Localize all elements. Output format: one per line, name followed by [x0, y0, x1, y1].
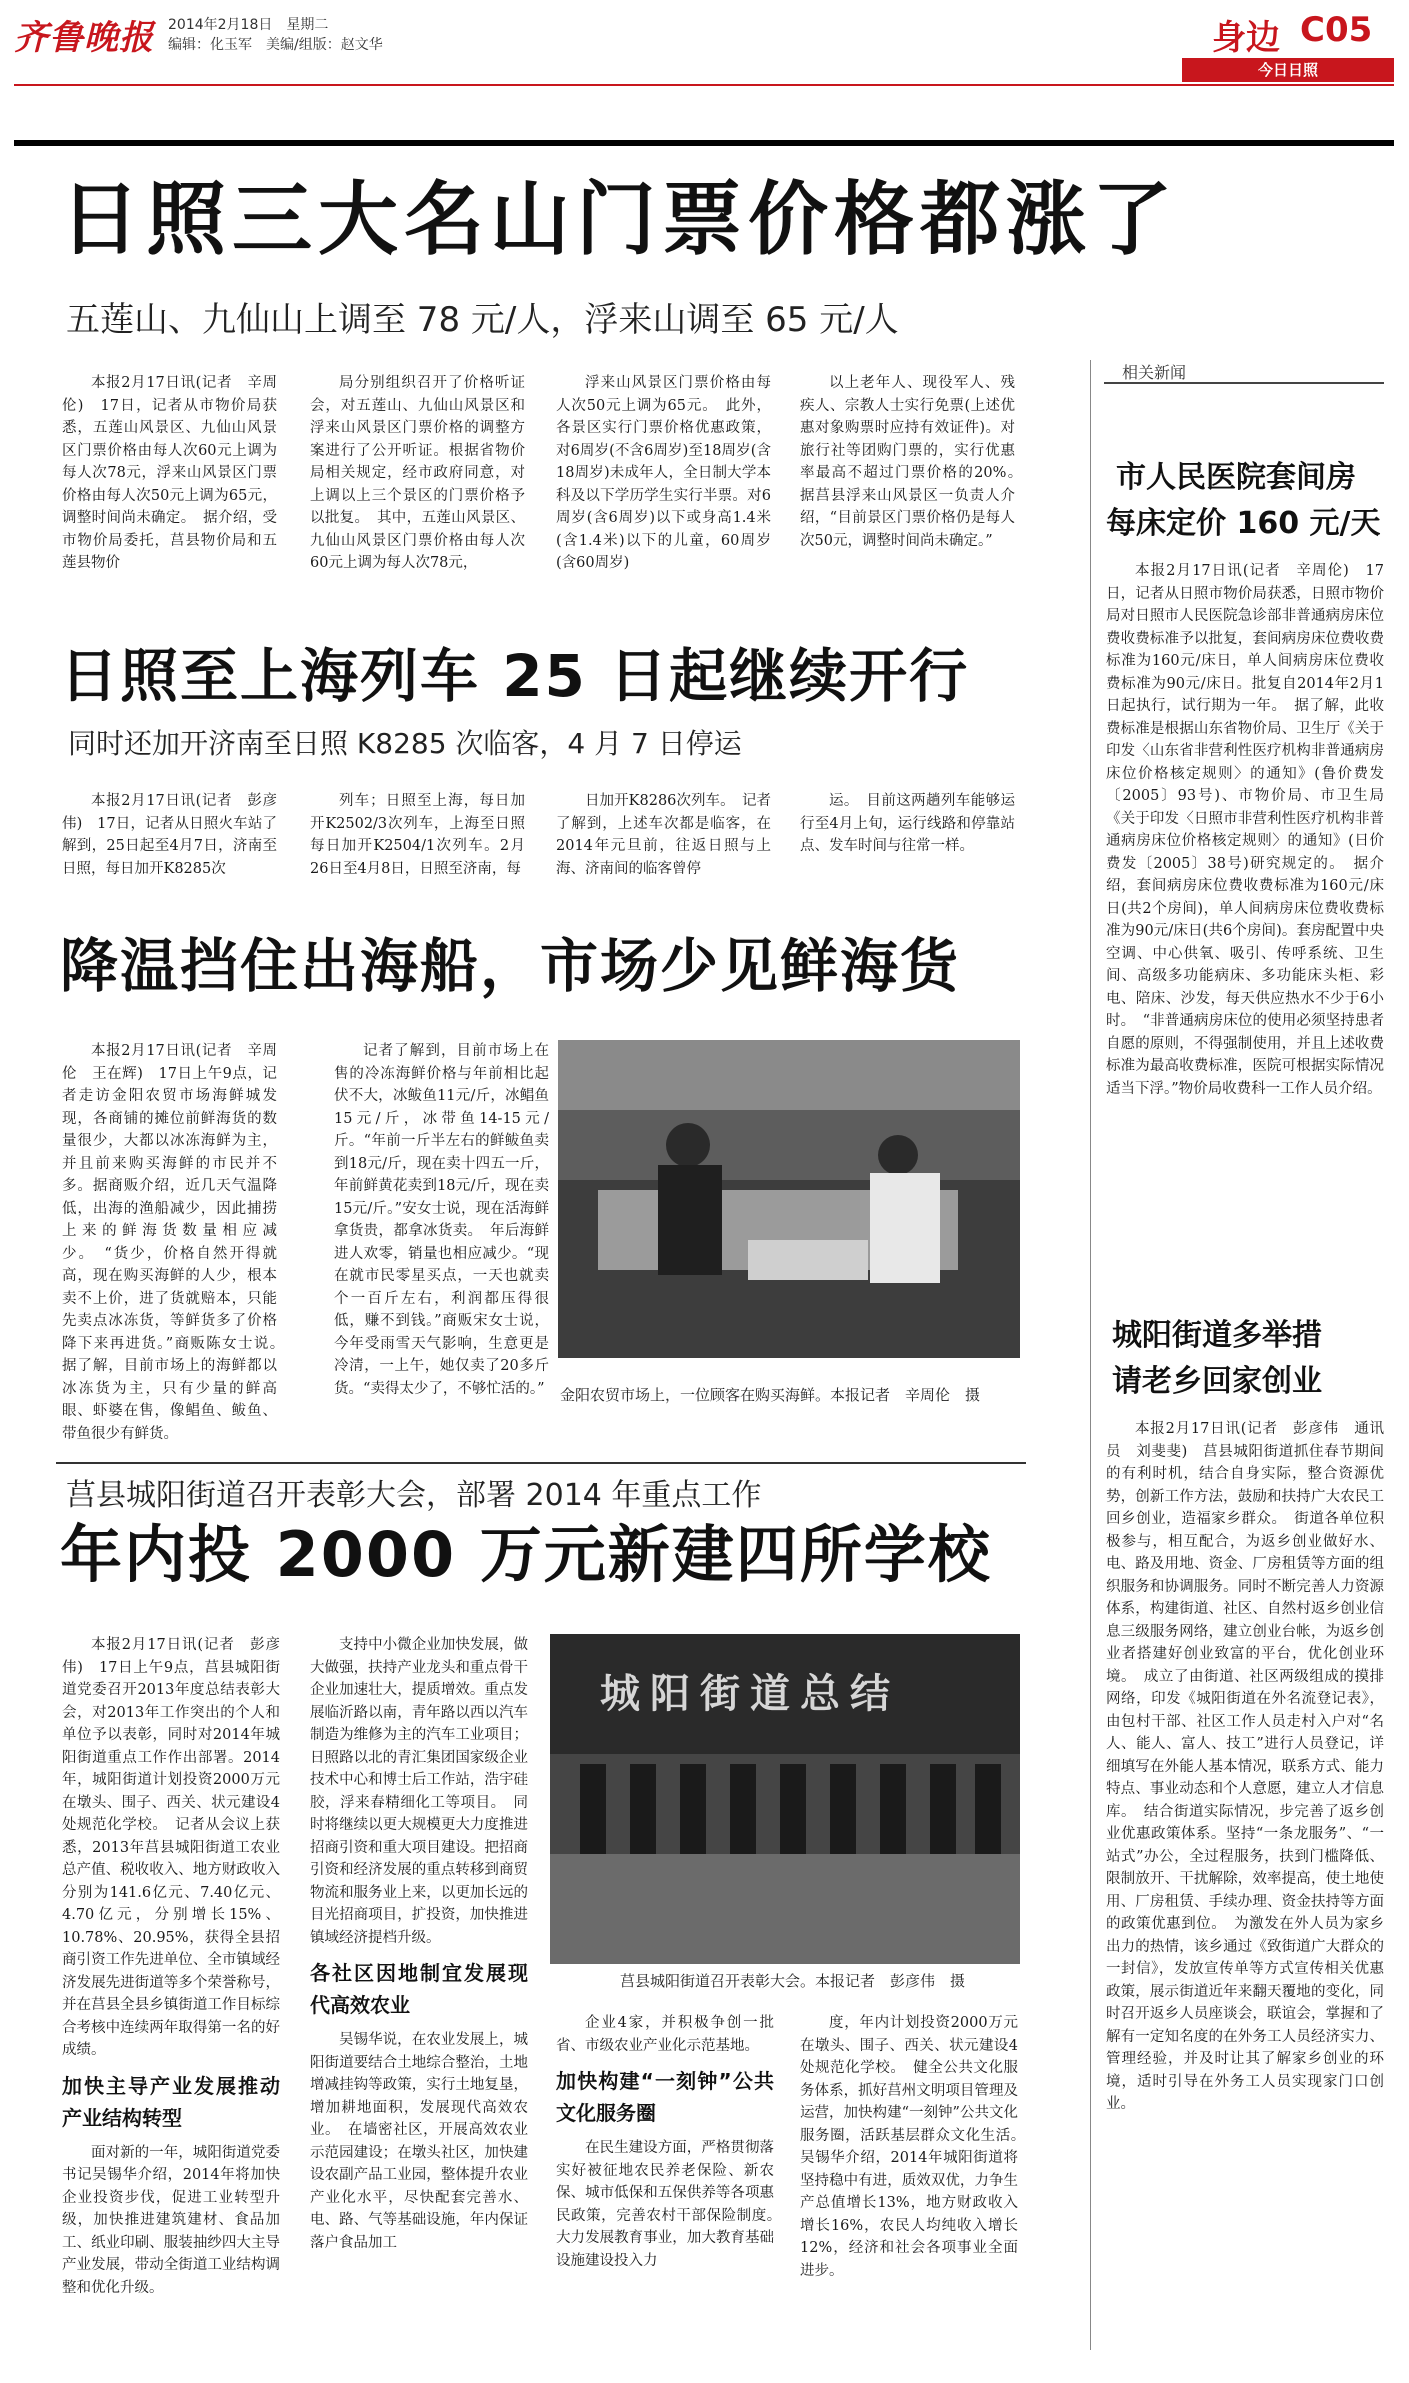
article4-col2: 支持中小微企业加快发展，做大做强，扶持产业龙头和重点骨干企业加速壮大，提质增效。重点发展临沂路以南，青年路以西以汽车制造为维修为主的汽车工业项目；日照路以北的青汇集团国家级企业技术中心和博士后工作站，浩宇硅胶，浮来春精细化工等项目。 同时将继续以更大规模更大力度推进招商引资和重大项目建设。把招商引资和经济发展的重点转移到商贸物流和服务业上来，以更加长远的目光招商项目，扩投资，加快推进镇域经济提档升级。 各社区因地制宜发展现代高效农业 吴锡华说，在农业发展上，城阳街道要结合土地综合整治，土地增减挂钩等政策，实行土地复垦，增加耕地面积，发展现代高效农业。 在墙密社区，开展高效农业示范园建设；在墩头社区，加快建设农副产品工业园，整体提升农业产业化水平，尽快配套完善水、电、路、气等基础设施，年内保证落户食品加工	[310, 1637, 528, 2251]
sidebar-story2-headline-1: 城阳街道多举措	[1112, 1318, 1322, 1353]
page-number: C05	[1300, 10, 1373, 50]
edition-bar: 今日日照	[1182, 58, 1394, 82]
masthead-date: 2014年2月18日 星期二	[168, 17, 329, 33]
article1-headline: 日照三大名山门票价格都涨了	[60, 173, 1178, 266]
article1-subhead: 五莲山、九仙山上调至 78 元/人，浮来山调至 65 元/人	[66, 300, 899, 340]
article4-subhead-industry: 加快主导产业发展推动产业结构转型	[62, 2073, 280, 2130]
article1-col1: 本报2月17日讯(记者 辛周伦) 17日，记者从市物价局获悉，五莲山风景区、九仙山风景区门票价格由每人次60元上调为每人次78元，浮来山风景区门票价格由每人次50元上调为65元，调整时间尚未确定。 据介绍，受市物价局委托，莒县物价局和五莲县物价	[62, 375, 277, 571]
article3-col1: 本报2月17日讯(记者 辛周伦 王在辉) 17日上午9点，记者走访金阳农贸市场海鲜城发现，各商铺的摊位前鲜海货的数量很少，大都以冰冻海鲜为主，并且前来购买海鲜的市民并不多。据商贩介绍，近几天气温降低，出海的渔船减少，因此捕捞上来的鲜海货数量相应减少。 “货少，价格自然开得就高，现在购买海鲜的人少，根本卖不上价，进了货就赔本，只能先卖点冰冻货，等鲜货多了价格降下来再进货。”商贩陈女士说。 据了解，目前市场上的海鲜都以冰冻货为主，只有少量的鲜高眼、虾婆在售，像鲳鱼、鲅鱼、带鱼很少有鲜货。	[62, 1043, 292, 1442]
section-name: 身边	[1212, 18, 1280, 58]
article4-kicker: 莒县城阳街道召开表彰大会，部署 2014 年重点工作	[66, 1478, 762, 1513]
article2-subhead: 同时还加开济南至日照 K8285 次临客，4 月 7 日停运	[68, 727, 742, 760]
article1-col2: 局分别组织召开了价格听证会，对五莲山、九仙山风景区和浮来山风景区门票价格的调整方案进行了公开听证。根据省物价局相关规定，经市政府同意，对上调以上三个景区的门票价格予以批复。 其中，五莲山风景区、九仙山风景区门票价格由每人次60元上调为每人次78元，	[310, 375, 525, 571]
sidebar-story2-body: 本报2月17日讯(记者 彭彦伟 通讯员 刘斐斐) 莒县城阳街道抓住春节期间的有利时机，结合自身实际，整合资源优势，创新工作方法，鼓励和扶持广大农民工回乡创业，造福家乡群众。 街道各单位积极参与，相互配合，为返乡创业做好水、电、路及用地、资金、厂房租赁等方面的组织服务和协调服务。同时不断完善人力资源体系，构建街道、社区、自然村返乡创业信息三级服务网络，建立创业台帐，为返乡创业者搭建好创业致富的平台，优化创业环境。 成立了由街道、社区两级组成的摸排网络，印发《城阳街道在外名流登记表》，由包村干部、社区工作人员走村入户对“名人、能人、富人、技工”进行人员登记，详细填写在外能人基本情况，联系方式、能力特点、事业动态和个人意愿，建立人才信息库。 结合街道实际情况，步完善了返乡创业优惠政策体系。坚持“一条龙服务”、“一站式”办公，全过程服务，扶到门槛降低、限制放开、干扰解除，效率提高，使土地使用、厂房租赁、手续办理、资金扶持等方面的政策优惠到位。 为激发在外人员为家乡出力的热情，该乡通过《致街道广大群众的一封信》，发放宣传单等方式宣传相关优惠政策，展示街道近年来翻天覆地的变化，同时召开返乡人员座谈会，联谊会，掌握和了解有一定知名度的在外务工人员经济实力、管理经验，并及时让其了解家乡创业的环境，适时引导在外务工人员实现家门口创业。	[1106, 1421, 1384, 2112]
article4-col4: 度，年内计划投资2000万元在墩头、围子、西关、状元建设4处规范化学校。 健全公共文化服务体系，抓好莒州文明项目管理及运营，加快构建“一刻钟”公共文化服务圈，活跃基层群众文化生活。 吴锡华介绍，2014年城阳街道将坚持稳中有进，质效双优，力争生产总值增长13%，地方财政收入增长16%，农民人均纯收入增长12%，经济和社会各项事业全面进步。	[800, 2015, 1033, 2279]
sidebar-label: 相关新闻	[1122, 363, 1187, 382]
article2-col3: 日加开K8286次列车。 记者了解到，上述车次都是临客，在2014年元旦前，往返日照与上海、济南间的临客曾停	[556, 793, 771, 877]
article2-col4: 运。 目前这两趟列车能够运行至4月上旬，运行线路和停靠站点、发车时间与往常一样。	[800, 793, 1015, 854]
sidebar-story1-body: 本报2月17日讯(记者 辛周伦) 17日，记者从日照市物价局获悉，日照市物价局对日照市人民医院急诊部非普通病房床位费收费标准予以批复，套间病房床位费收费标准为160元/床日，单人间病房床位费收费标准为90元/床日。批复自2014年2月1日起执行，试行期为一年。 据了解，此收费标准是根据山东省物价局、卫生厅《关于印发〈山东省非营利性医疗机构非普通病房床位价格核定规则〉的通知》(鲁价费发〔2005〕93号)、市物价局、市卫生局《关于印发〈日照市非营利性医疗机构非普通病房床位价格核定规则〉的通知》(日价费发〔2005〕38号)研究规定的。 据介绍，套间病房床位费收费标准为160元/床日(共2个房间)，单人间病房床位费收费标准为90元/床日(共6个房间)。套房配置中央空调、中心供氧、吸引、传呼系统、卫生间、高级多功能病床、多功能床头柜、彩电、陪床、沙发，每天供应热水不少于6小时。 “非普通病房床位的使用必须坚持患者自愿的原则，不得强制使用，并且上述收费标准为最高收费标准，医院可根据实际情况适当下浮。”物价局收费科一工作人员介绍。	[1106, 563, 1384, 1097]
article1-col3: 浮来山风景区门票价格由每人次50元上调为65元。 此外，各景区实行门票价格优惠政策，对6周岁(不含6周岁)至18周岁(含18周岁)未成年人，全日制大学本科及以下学历学生实行半票。对6周岁(含6周岁)以下或身高1.4米(含1.4米)以下的儿童，60周岁(含60周岁)	[556, 375, 771, 571]
article3-headline: 降温挡住出海船，市场少见鲜海货	[60, 932, 961, 1000]
ceremony-photo-caption: 莒县城阳街道召开表彰大会。本报记者 彭彦伟 摄	[620, 1972, 966, 1990]
market-photo	[558, 1040, 1020, 1358]
article1-col4: 以上老年人、现役军人、残疾人、宗教人士实行免票(上述优惠对象购票时应持有效证件)。对旅行社等团购门票的，实行优惠率最高不超过门票价格的20%。 据莒县浮来山风景区一负责人介绍，“目前景区门票价格仍是每人次50元，调整时间尚未确定。”	[800, 375, 1030, 549]
masthead-rule	[14, 84, 1394, 86]
sidebar-story1-headline-1: 市人民医院套间房	[1116, 460, 1356, 495]
article4-col1: 本报2月17日讯(记者 彭彦伟) 17日上午9点，莒县城阳街道党委召开2013年度总结表彰大会，对2013年工作突出的个人和单位予以表彰，同时对2014年城阳街道重点工作作出部署。2014年，城阳街道计划投资2000万元在墩头、围子、西关、状元建设4处规范化学校。 记者从会议上获悉，2013年莒县城阳街道工农业总产值、税收收入、地方财政收入分别为141.6亿元、7.40亿元、4.70亿元，分别增长15%、10.78%、20.95%，获得全县招商引资工作先进单位、全市镇域经济发展先进街道等多个荣誉称号，并在莒县全县乡镇街道工作目标综合考核中连续两年取得第一名的好成绩。 加快主导产业发展推动产业结构转型 面对新的一年，城阳街道党委书记吴锡华介绍，2014年将加快企业投资步伐，促进工业转型升级，加快推进建筑建材、食品加工、纸业印刷、服装抽纱四大主导产业发展，带动全街道工业结构调整和优化升级。	[62, 1637, 280, 2296]
sidebar-divider	[1090, 360, 1091, 2350]
article2-col1: 本报2月17日讯(记者 彭彦伟) 17日，记者从日照火车站了解到，25日起至4月7日，济南至日照，每日加开K8285次	[62, 793, 277, 877]
masthead-rule-thick	[14, 140, 1394, 146]
market-scene-illustration	[558, 1040, 1020, 1358]
market-photo-caption: 金阳农贸市场上，一位顾客在购买海鲜。本报记者 辛周伦 摄	[560, 1386, 981, 1404]
sidebar-story1-headline-2: 每床定价 160 元/天	[1106, 506, 1381, 541]
ceremony-banner-text: 城阳街道总结	[600, 1671, 900, 1717]
article2-headline: 日照至上海列车 25 日起继续开行	[60, 642, 970, 710]
article2-col2: 列车；日照至上海，每日加开K2502/3次列车，上海至日照每日加开K2504/1次列车。2月26日至4月8日，日照至济南，每	[310, 793, 525, 877]
masthead-editors: 编辑：化玉军 美编/组版：赵文华	[168, 37, 383, 53]
masthead-logo: 齐鲁晚报	[14, 18, 154, 58]
sidebar-story2-headline-2: 请老乡回家创业	[1112, 1364, 1322, 1399]
article3-col2: 记者了解到，目前市场上在售的冷冻海鲜价格与年前相比起伏不大，冰鲅鱼11元/斤，冰鲳鱼15元/斤，冰带鱼14-15元/斤。“年前一斤半左右的鲜鲅鱼卖到18元/斤，现在卖十四五一斤，年前鲜黄花卖到18元/斤，现在卖15元/斤。”安女士说，现在活海鲜拿货贵，都拿冰货卖。 年后海鲜进人欢零，销量也相应减少。“现在就市民零星买点，一天也就卖个一百斤左右，利润都压得很低，赚不到钱。”商贩宋女士说，今年受雨雪天气影响，生意更是冷清，一上午，她仅卖了20多斤货。“卖得太少了，不够忙活的。”	[334, 1043, 549, 1397]
article4-col3: 企业4家，并积极争创一批省、市级农业产业化示范基地。 加快构建“一刻钟”公共文化服务圈 在民生建设方面，严格贯彻落实好被征地农民养老保险、新农保、城市低保和五保供养等各项惠民政策，完善农村干部保险制度。 大力发展教育事业，加大教育基础设施建设投入力	[556, 2015, 789, 2269]
article4-top-rule	[56, 1462, 1026, 1464]
article4-headline: 年内投 2000 万元新建四所学校	[60, 1518, 992, 1591]
article4-subhead-culture: 加快构建“一刻钟”公共文化服务圈	[556, 2069, 774, 2125]
article4-subhead-agriculture: 各社区因地制宜发展现代高效农业	[310, 1961, 528, 2017]
